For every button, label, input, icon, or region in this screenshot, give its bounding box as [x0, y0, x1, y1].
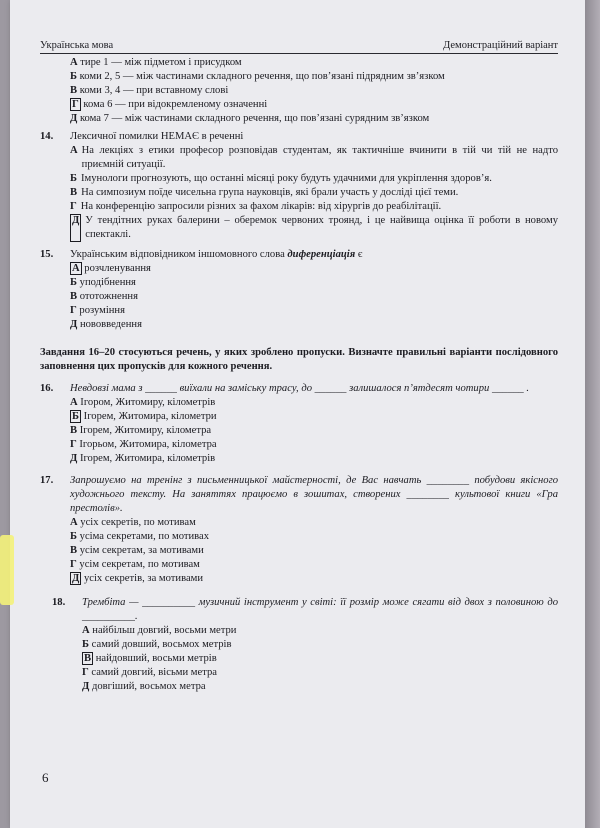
- question-15: [40, 248, 558, 332]
- question-text: Трембіта — __________ музичний інструмент у світі: її розмір може сягати від двох з половиною до __________.: [82, 597, 558, 622]
- q18-option-v: В найдовший, восьми метрів: [84, 653, 217, 664]
- question-number: 18.: [52, 597, 66, 608]
- q14-option-g: Г На конференцію запросили різних за фахом лікарів: від хірургів до реабілітації.: [70, 201, 442, 212]
- q13-option-a: А тире 1 — між підметом і присудком: [70, 57, 242, 68]
- q18-option-a: А найбільш довгий, восьми метри: [82, 625, 237, 636]
- highlighter-mark: [0, 535, 14, 605]
- task-instruction: Завдання 16–20 стосуються речень, у яких зроблено пропуски. Визначте правильні варіанти послідовного заповнення цих пропусків для кожного речення.: [40, 347, 558, 372]
- q18-option-b: Б самий довший, восьмох метрів: [82, 639, 232, 650]
- question-number: 17.: [40, 475, 54, 486]
- q18-option-d: Д довгіший, восьмох метра: [82, 681, 206, 692]
- q15-option-v: В ототожнення: [70, 291, 138, 302]
- page-header: [40, 40, 558, 54]
- q13-options: [40, 56, 558, 126]
- question-17: [40, 474, 558, 586]
- q15-option-a: А розчленування: [72, 263, 151, 274]
- q13-option-v: В коми 3, 4 — при вставному слові: [70, 85, 229, 96]
- q14-option-b: Б Імунологи прогнозують, що останні місяці року будуть удачними для укріплення здоров’я.: [70, 173, 492, 184]
- question-text: Українським відповідником іншомовного слова диференціація є: [70, 249, 363, 260]
- q13-option-b: Б коми 2, 5 — між частинами складного речення, що пов’язані підрядним зв’язком: [70, 71, 445, 82]
- question-text: Невдовзі мама з ______ виїхали на заміську трасу, до ______ залишалося п’ятдесят чотири ______ .: [70, 383, 530, 394]
- q17-option-g: Г усім секретам, по мотивам: [70, 559, 200, 570]
- q13-option-g: Г кома 6 — при відокремленому означенні: [72, 99, 268, 110]
- page-content: [40, 56, 558, 694]
- q17-option-v: В усім секретам, за мотивами: [70, 545, 204, 556]
- question-text: Лексичної помилки НЕМАЄ в реченні: [70, 131, 244, 142]
- question-18: [40, 596, 558, 694]
- q14-option-d: Д У тендітних руках балерини – оберемок червоних троянд, і це найвища оцінка її роботи в новому спектаклі.: [72, 215, 558, 240]
- header-variant: Демонстраційний варіант: [443, 40, 558, 51]
- q17-option-a: А усіх секретів, по мотивам: [70, 517, 196, 528]
- q14-option-v: В На симпозиум поїде чисельна група науковців, які брали участь у досліді цієї теми.: [70, 187, 459, 198]
- q17-option-d: Д усіх секретів, за мотивами: [72, 573, 204, 584]
- header-subject: Українська мова: [40, 40, 114, 51]
- question-16: [40, 382, 558, 466]
- q16-option-a: А Ігором, Житомиру, кілометрів: [70, 397, 216, 408]
- q18-option-g: Г самий довгий, вісьми метра: [82, 667, 217, 678]
- q15-option-b: Б уподібнення: [70, 277, 136, 288]
- page-number: 6: [42, 770, 49, 785]
- q16-option-b: Б Ігорем, Житомира, кілометри: [72, 411, 217, 422]
- q14-option-a: А На лекціях з етики професор розповідав студентам, як тактичніше вчинити в тій чи тій не надто приємній ситуації.: [70, 145, 558, 170]
- question-text: Запрошуємо на тренінг з письменницької майстерності, де Вас навчать ________ побудови якісного художнього тексту. На заняттях працюємо в зошитах, створених ________ культової книги «Гра престолів».: [70, 475, 558, 514]
- question-number: 15.: [40, 249, 54, 260]
- question-number: 16.: [40, 383, 54, 394]
- q15-option-d: Д нововведення: [70, 319, 142, 330]
- q17-option-b: Б усіма секретами, по мотивах: [70, 531, 210, 542]
- q16-option-v: В Ігорем, Житомиру, кілометра: [70, 425, 212, 436]
- page-edge: [585, 0, 600, 828]
- q13-option-d: Д кома 7 — між частинами складного речення, що пов’язані сурядним зв’язком: [70, 113, 430, 124]
- question-14: [40, 130, 558, 242]
- q16-option-d: Д Ігорем, Житомира, кілометрів: [70, 453, 216, 464]
- q16-option-g: Г Ігорьом, Житомира, кілометра: [70, 439, 217, 450]
- question-number: 14.: [40, 131, 54, 142]
- q15-option-g: Г розуміння: [70, 305, 125, 316]
